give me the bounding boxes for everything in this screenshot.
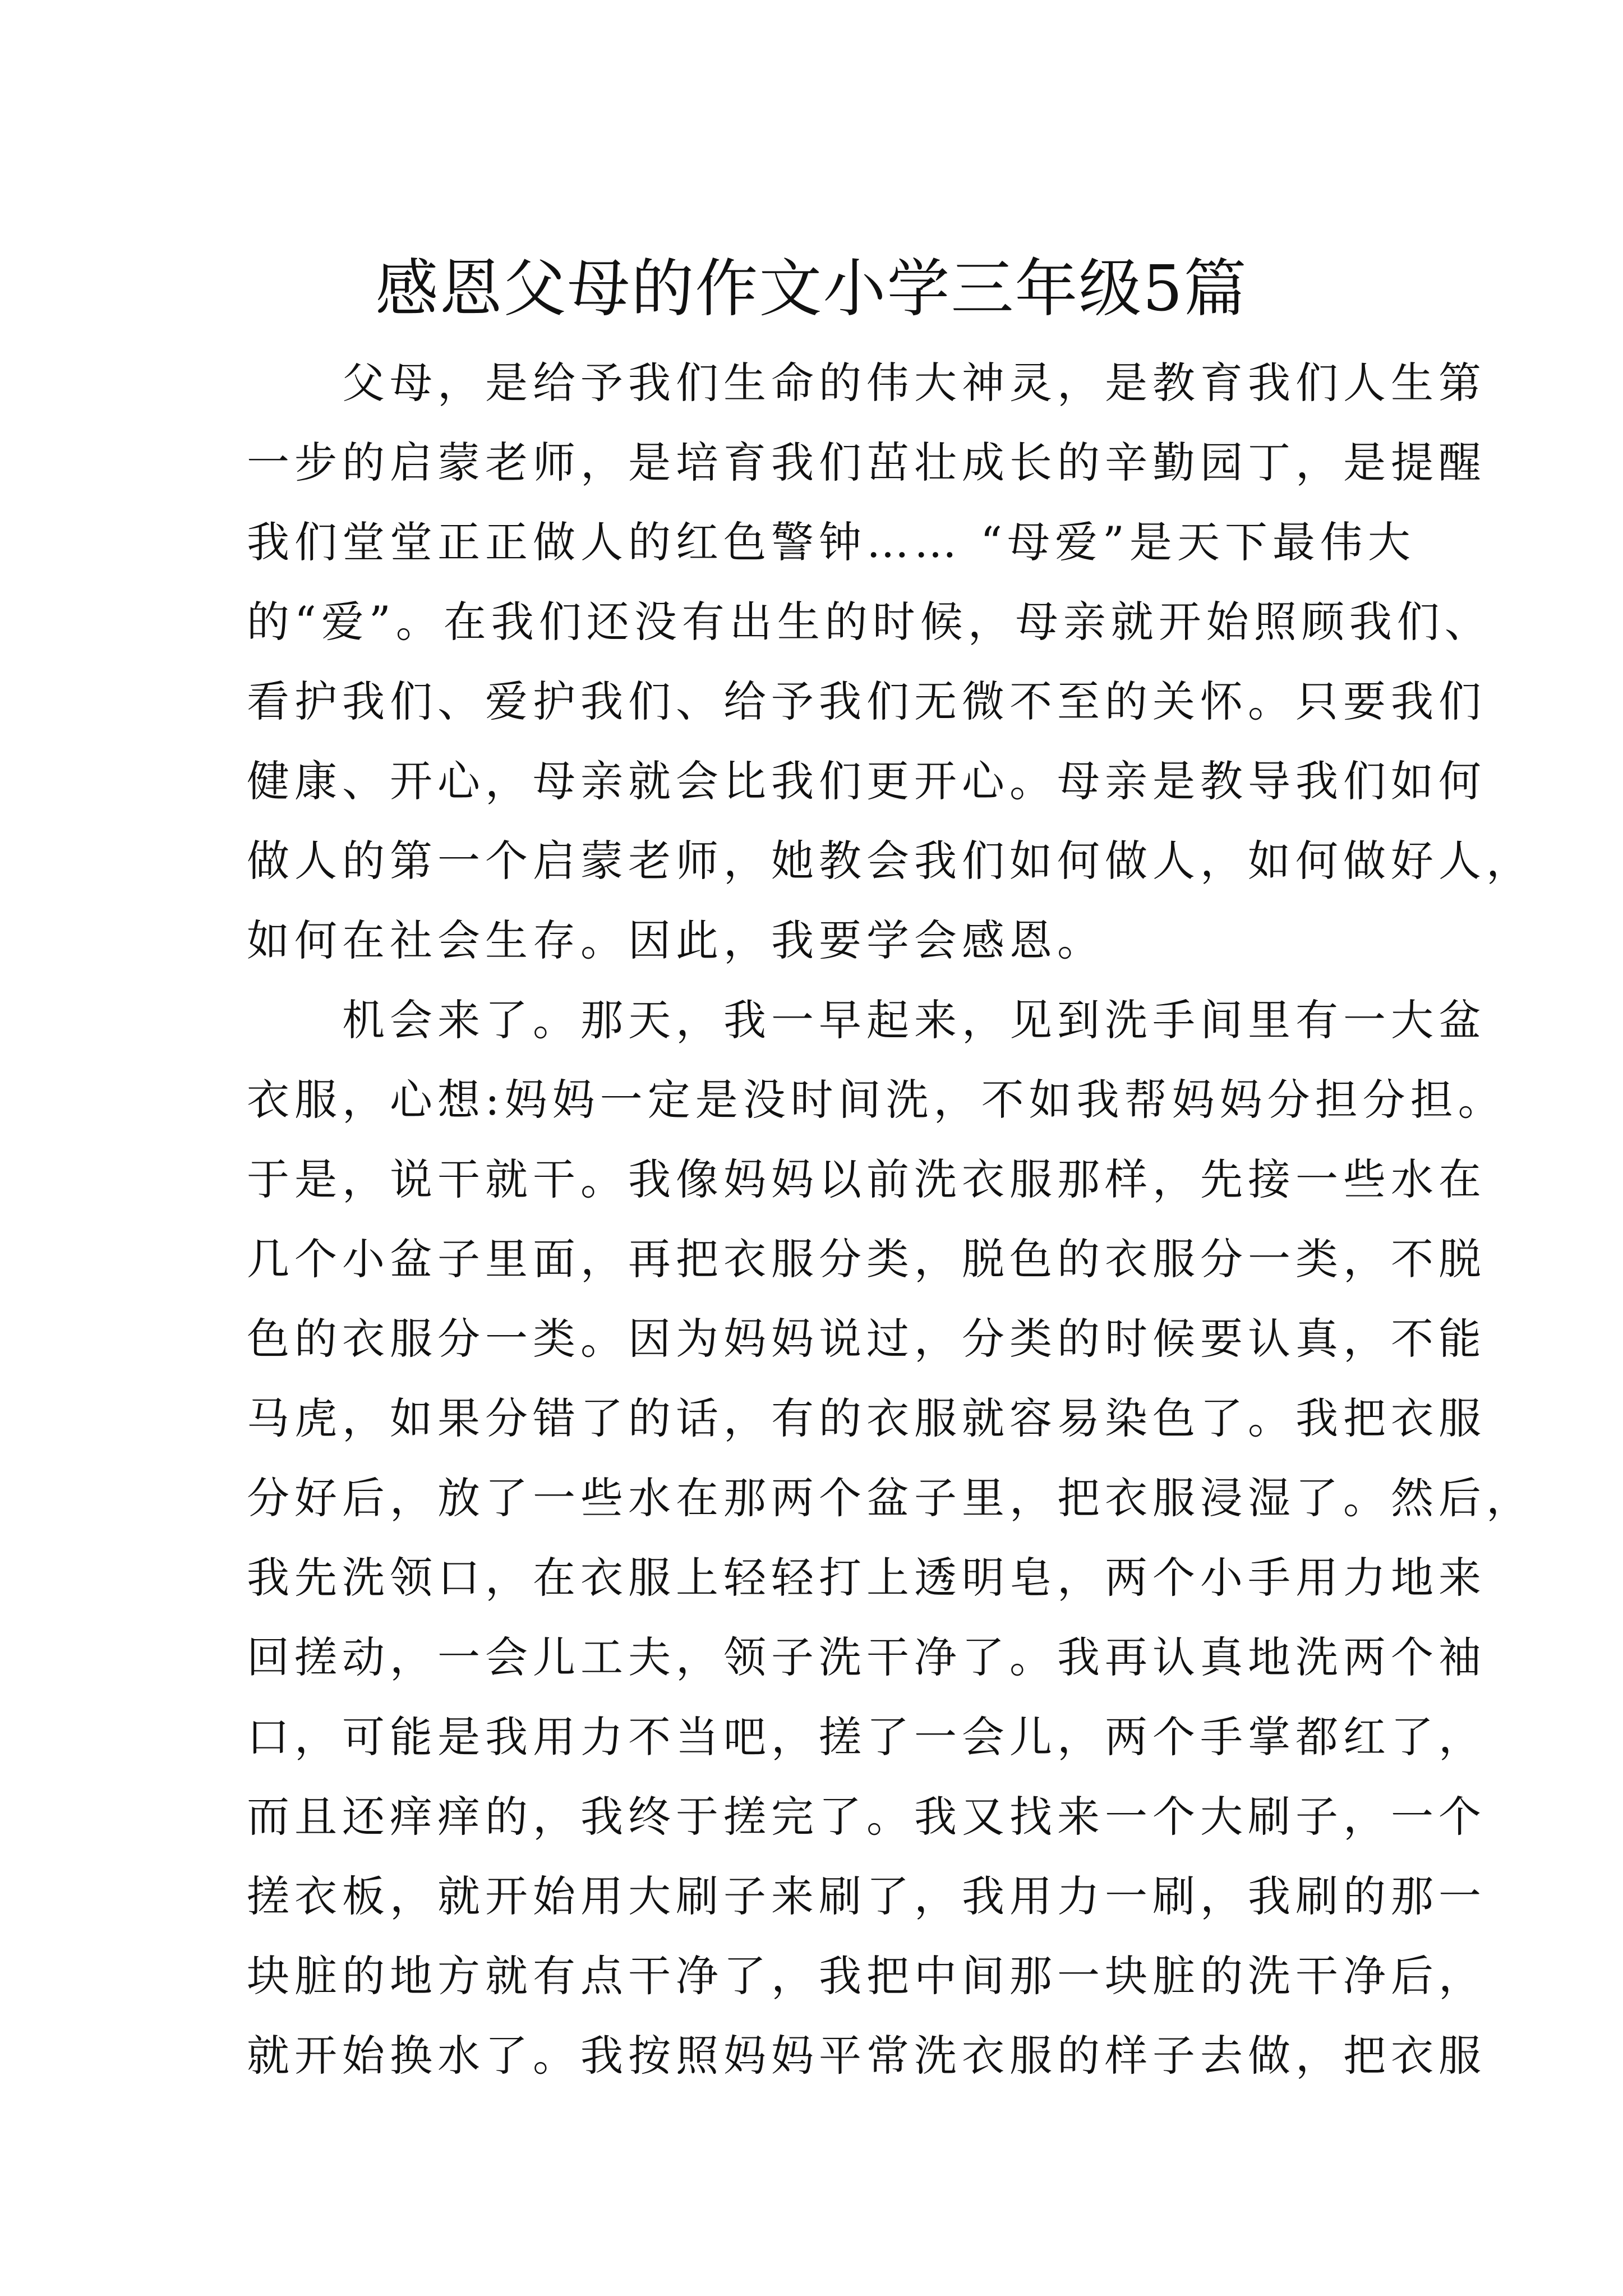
text-line: 做人的第一个启蒙老师，她教会我们如何做人，如何做好人， bbox=[247, 836, 1534, 886]
text-line: 就开始换水了。我按照妈妈平常洗衣服的样子去做，把衣服 bbox=[247, 2031, 1486, 2081]
text-line: 搓衣板，就开始用大刷子来刷了，我用力一刷，我刷的那一 bbox=[247, 1871, 1486, 1921]
text-line: 于是，说干就干。我像妈妈以前洗衣服那样，先接一些水在 bbox=[247, 1154, 1486, 1204]
document-body bbox=[247, 343, 1534, 2096]
text-line: 机会来了。那天，我一早起来，见到洗手间里有一大盆 bbox=[247, 995, 1486, 1045]
text-line: 看护我们、爱护我们、给予我们无微不至的关怀。只要我们 bbox=[247, 677, 1486, 726]
text-line: 一步的启蒙老师，是培育我们茁壮成长的辛勤园丁，是提醒 bbox=[247, 438, 1486, 487]
text-line: 如何在社会生存。因此，我要学会感恩。 bbox=[247, 915, 1105, 965]
text-line: 健康、开心，母亲就会比我们更开心。母亲是教导我们如何 bbox=[247, 756, 1486, 806]
text-line: 我先洗领口，在衣服上轻轻打上透明皂，两个小手用力地来 bbox=[247, 1553, 1486, 1603]
text-line: 块脏的地方就有点干净了，我把中间那一块脏的洗干净后， bbox=[247, 1951, 1486, 2001]
text-line: 色的衣服分一类。因为妈妈说过，分类的时候要认真，不能 bbox=[247, 1314, 1486, 1364]
text-line: 马虎，如果分错了的话，有的衣服就容易染色了。我把衣服 bbox=[247, 1393, 1486, 1443]
text-line: 回搓动，一会儿工夫，领子洗干净了。我再认真地洗两个袖 bbox=[247, 1632, 1486, 1682]
text-line: 几个小盆子里面，再把衣服分类，脱色的衣服分一类，不脱 bbox=[247, 1234, 1486, 1284]
text-line: 我们堂堂正正做人的红色警钟…… “母爱”是天下最伟大 bbox=[247, 517, 1415, 567]
document-title: 感恩父母的作文小学三年级5篇 bbox=[375, 252, 1248, 326]
text-line: 分好后，放了一些水在那两个盆子里，把衣服浸湿了。然后， bbox=[247, 1473, 1534, 1523]
text-line: 的“爱”。在我们还没有出生的时候，母亲就开始照顾我们、 bbox=[247, 597, 1492, 647]
text-line: 口，可能是我用力不当吧，搓了一会儿，两个手掌都红了， bbox=[247, 1712, 1486, 1762]
text-line: 衣服，心想:妈妈一定是没时间洗，不如我帮妈妈分担分担。 bbox=[247, 1075, 1506, 1125]
text-line: 而且还痒痒的，我终于搓完了。我又找来一个大刷子，一个 bbox=[247, 1792, 1486, 1842]
text-line: 父母，是给予我们生命的伟大神灵，是教育我们人生第 bbox=[247, 358, 1486, 408]
